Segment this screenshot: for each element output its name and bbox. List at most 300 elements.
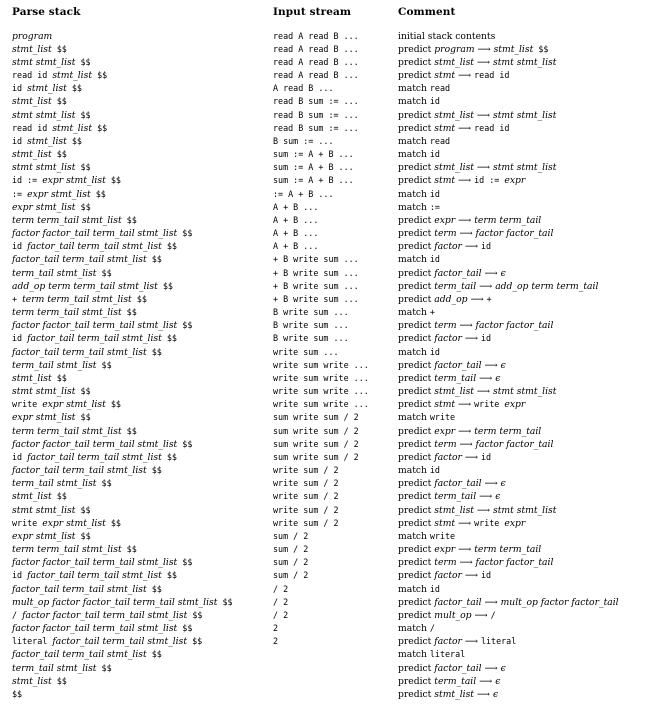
- comment-cell-segment: predict: [398, 70, 435, 81]
- table-row: [0, 359, 659, 372]
- comment-cell-segment: ⟶: [474, 504, 494, 516]
- parse-stack-cell-segment: id: [12, 241, 28, 252]
- input-stream-cell: [273, 43, 359, 56]
- comment-cell-segment: predict: [398, 162, 435, 174]
- input-stream-cell-text: write sum / 2: [273, 491, 339, 502]
- comment-cell-segment: match: [398, 188, 430, 200]
- table-row: [0, 556, 659, 569]
- parse-stack-cell: [12, 622, 192, 635]
- comment-cell-segment: match: [398, 649, 430, 661]
- comment-cell: [398, 148, 440, 161]
- comment-cell-segment: predict: [398, 517, 435, 529]
- comment-cell: [398, 161, 556, 174]
- input-stream-cell: [273, 280, 359, 293]
- parse-stack-cell-segment: id :=: [12, 175, 43, 186]
- comment-cell: [398, 398, 525, 411]
- comment-cell: [398, 214, 541, 227]
- parse-stack-cell-segment: factor_tail term_tail stmt_list: [12, 254, 147, 266]
- input-stream-cell: [273, 622, 278, 635]
- comment-cell-segment: mult_op: [434, 609, 472, 621]
- input-stream-cell-text: sum write sum / 2: [273, 425, 359, 436]
- input-stream-cell-text: / 2: [273, 596, 289, 607]
- input-stream-cell-text: + B write sum ...: [273, 293, 359, 304]
- parse-stack-cell: [12, 148, 67, 161]
- table-row: [0, 648, 659, 661]
- comment-cell: [398, 622, 435, 635]
- comment-cell: [398, 227, 553, 240]
- parse-stack-cell: [12, 280, 173, 293]
- comment-cell: [398, 332, 491, 345]
- parse-stack-cell-segment: stmt stmt_list: [12, 504, 76, 516]
- input-stream-cell: [273, 109, 359, 122]
- table-row: [0, 122, 659, 135]
- comment-cell-segment: term_tail: [434, 280, 477, 292]
- parse-stack-cell-segment: $$: [105, 517, 121, 528]
- input-stream-cell-text: A read B ...: [273, 83, 334, 94]
- parse-stack-cell-segment: $$: [66, 135, 82, 146]
- parse-stack-cell-segment: stmt stmt_list: [12, 56, 76, 68]
- parse-stack-cell-segment: $$: [121, 307, 137, 318]
- comment-cell-segment: ⟶: [476, 280, 496, 292]
- comment-cell-segment: factor_tail: [434, 478, 482, 490]
- input-stream-cell: [273, 148, 354, 161]
- table-row: [0, 293, 659, 306]
- input-stream-cell-text: sum write sum / 2: [273, 438, 359, 449]
- comment-cell: [398, 30, 495, 43]
- parse-stack-cell-segment: $$: [177, 320, 193, 331]
- parse-stack-cell-segment: $$: [105, 399, 121, 410]
- comment-cell-segment: factor: [434, 451, 462, 463]
- comment-cell-segment: match: [398, 530, 430, 542]
- table-row: [0, 267, 659, 280]
- comment-cell-segment: ϵ: [495, 675, 501, 687]
- table-row: [0, 174, 659, 187]
- input-stream-cell: [273, 201, 318, 214]
- comment-cell-segment: match: [398, 149, 430, 161]
- input-stream-cell-text: sum / 2: [273, 557, 309, 568]
- parse-stack-cell-segment: factor factor_tail term_tail stmt_list: [12, 228, 178, 240]
- input-stream-cell: [273, 30, 359, 43]
- parse-stack-cell-segment: factor_tail term_tail stmt_list: [27, 570, 162, 582]
- comment-cell-segment: factor factor_tail: [475, 320, 554, 332]
- table-row: [0, 662, 659, 675]
- comment-cell-segment: ⟶: [481, 267, 501, 279]
- comment-cell: [398, 530, 455, 543]
- parse-stack-cell-segment: expr stmt_list: [42, 175, 106, 187]
- parse-stack-cell-segment: $$: [75, 504, 91, 515]
- parse-stack-cell-segment: $$: [161, 241, 177, 252]
- comment-cell: [398, 662, 506, 675]
- table-row: [0, 227, 659, 240]
- comment-cell-segment: predict: [398, 596, 435, 608]
- parse-stack-cell: [12, 411, 91, 424]
- parse-stack-cell-segment: factor factor_tail term_tail stmt_list: [12, 557, 178, 569]
- comment-cell-segment: stmt: [434, 122, 456, 134]
- parse-stack-cell-segment: factor_tail term_tail stmt_list: [12, 346, 147, 358]
- parse-stack-cell-segment: stmt stmt_list: [12, 162, 76, 174]
- comment-cell: [398, 543, 541, 556]
- table-row: [0, 583, 659, 596]
- comment-cell: [398, 293, 492, 306]
- comment-cell: [398, 135, 450, 148]
- comment-cell-segment: factor factor_tail: [475, 557, 554, 569]
- parse-stack-cell: [12, 56, 91, 69]
- comment-cell-segment: predict: [398, 43, 435, 55]
- comment-cell-segment: match: [398, 412, 430, 424]
- comment-cell-segment: predict: [398, 557, 435, 569]
- table-row: [0, 253, 659, 266]
- parse-stack-cell-segment: stmt_list: [12, 491, 52, 503]
- comment-cell-segment: /: [490, 609, 496, 620]
- parse-stack-cell-segment: id: [12, 135, 28, 146]
- comment-cell: [398, 122, 509, 135]
- input-stream-cell: [273, 346, 339, 359]
- parse-stack-cell-segment: factor factor_tail term_tail stmt_list: [12, 320, 178, 332]
- parse-stack-cell-segment: factor_tail term_tail stmt_list: [12, 465, 147, 477]
- parse-stack-cell-segment: term_tail stmt_list: [12, 267, 97, 279]
- comment-cell-segment: predict: [398, 228, 435, 240]
- input-stream-cell-text: B write sum ...: [273, 333, 349, 344]
- comment-cell: [398, 385, 556, 398]
- comment-cell: [398, 188, 440, 201]
- input-stream-cell: [273, 56, 359, 69]
- comment-cell-segment: read: [429, 135, 451, 146]
- table-row: [0, 517, 659, 530]
- parse-stack-cell-segment: stmt_list: [12, 43, 52, 55]
- comment-cell-segment: ⟶: [474, 386, 494, 398]
- input-stream-cell: [273, 293, 359, 306]
- parse-stack-cell-segment: factor_tail term_tail stmt_list: [52, 636, 188, 648]
- comment-cell: [398, 596, 619, 609]
- comment-cell-segment: ϵ: [495, 491, 501, 503]
- comment-cell: [398, 372, 500, 385]
- input-stream-cell-text: write sum write ...: [273, 359, 369, 370]
- comment-cell-segment: predict: [398, 438, 435, 450]
- comment-cell-segment: factor_tail: [434, 267, 482, 279]
- parse-stack-cell-segment: stmt stmt_list: [12, 386, 76, 398]
- comment-cell-segment: predict: [398, 280, 435, 292]
- table-row: [0, 543, 659, 556]
- table-row: [0, 43, 659, 56]
- comment-cell-segment: predict: [398, 56, 435, 68]
- table-row: [0, 30, 659, 43]
- parse-stack-cell-segment: expr stmt_list: [42, 517, 106, 529]
- parse-stack-cell-segment: expr stmt_list: [42, 399, 106, 411]
- comment-cell-segment: stmt_list: [434, 109, 474, 121]
- comment-cell-segment: expr: [504, 399, 526, 411]
- comment-cell-segment: read: [429, 83, 451, 94]
- input-stream-cell-text: A + B ...: [273, 214, 319, 225]
- table-row: [0, 109, 659, 122]
- parse-stack-cell-segment: /: [12, 609, 23, 620]
- input-stream-cell: [273, 161, 354, 174]
- input-stream-cell-text: A + B ...: [273, 241, 319, 252]
- input-stream-cell: [273, 596, 288, 609]
- input-stream-cell-text: / 2: [273, 609, 289, 620]
- comment-cell-segment: ⟶: [461, 636, 481, 648]
- parse-stack-cell: [12, 109, 91, 122]
- parse-stack-cell: [12, 227, 192, 240]
- input-stream-cell: [273, 253, 359, 266]
- parse-stack-cell-segment: $$: [75, 530, 91, 541]
- comment-cell: [398, 569, 491, 582]
- input-stream-cell: [273, 332, 349, 345]
- comment-cell-segment: predict: [398, 241, 435, 253]
- parse-stack-cell: [12, 372, 67, 385]
- table-row: [0, 240, 659, 253]
- parse-stack-cell: [12, 385, 91, 398]
- parse-stack-cell: [12, 319, 192, 332]
- parse-stack-cell-segment: write: [12, 517, 43, 528]
- comment-cell-segment: write: [429, 412, 456, 423]
- comment-cell-segment: ⟶: [456, 228, 476, 240]
- input-stream-cell: [273, 425, 359, 438]
- comment-cell-segment: predict: [398, 504, 435, 516]
- table-row: [0, 135, 659, 148]
- table-row: [0, 95, 659, 108]
- input-stream-cell-text: B sum := ...: [273, 135, 334, 146]
- comment-cell-segment: id: [429, 149, 440, 160]
- comment-cell: [398, 477, 506, 490]
- table-row: [0, 56, 659, 69]
- comment-cell-segment: add_op: [434, 293, 468, 305]
- comment-cell-segment: ⟶: [461, 451, 481, 463]
- table-row: [0, 425, 659, 438]
- comment-cell-segment: predict: [398, 267, 435, 279]
- parse-stack-cell: [12, 398, 121, 411]
- parse-stack-cell-segment: $$: [217, 596, 233, 607]
- parse-stack-cell: [12, 438, 192, 451]
- comment-cell-segment: factor: [434, 333, 462, 345]
- comment-cell-segment: ⟶: [455, 70, 475, 81]
- comment-cell-segment: stmt: [434, 175, 456, 187]
- input-stream-cell-text: + B write sum ...: [273, 280, 359, 291]
- comment-cell-segment: ⟶: [474, 109, 494, 121]
- parse-stack-cell: [12, 556, 192, 569]
- comment-cell-segment: term term_tail: [474, 214, 542, 226]
- parse-stack-cell-segment: $$: [121, 544, 137, 555]
- table-row: [0, 148, 659, 161]
- parse-stack-cell-segment: $$: [96, 359, 112, 370]
- comment-cell-segment: ϵ: [500, 662, 506, 674]
- comment-cell-segment: id: [480, 333, 492, 344]
- comment-cell-segment: predict: [398, 451, 435, 463]
- input-stream-cell-text: sum write sum / 2: [273, 451, 359, 462]
- parse-stack-cell: [12, 688, 22, 701]
- parse-stack-cell-segment: factor_tail term_tail stmt_list: [12, 583, 147, 595]
- comment-cell-segment: factor_tail: [434, 662, 482, 674]
- parse-stack-cell-segment: factor factor_tail term_tail stmt_list: [12, 438, 178, 450]
- parse-stack-cell-segment: stmt_list: [12, 675, 52, 687]
- parse-stack-cell-segment: $$: [51, 491, 67, 502]
- parse-stack-cell-segment: expr stmt_list: [12, 201, 76, 213]
- input-stream-cell-text: B write sum ...: [273, 320, 349, 331]
- parse-stack-cell: [12, 675, 67, 688]
- comment-cell: [398, 504, 556, 517]
- comment-cell-segment: ⟶: [481, 478, 501, 490]
- comment-cell-segment: ⟶: [455, 544, 475, 556]
- table-row: [0, 569, 659, 582]
- comment-cell-segment: mult_op factor factor_tail: [500, 596, 619, 608]
- comment-cell-segment: ⟶: [467, 293, 487, 305]
- comment-cell-segment: id: [429, 254, 440, 265]
- comment-cell: [398, 359, 506, 372]
- comment-cell-segment: stmt_list: [493, 43, 534, 55]
- comment-cell: [398, 609, 496, 622]
- table-row: [0, 635, 659, 648]
- input-stream-cell: [273, 240, 318, 253]
- input-stream-cell: [273, 517, 339, 530]
- comment-cell: [398, 451, 491, 464]
- comment-cell-segment: ⟶: [461, 570, 481, 582]
- parse-stack-cell-segment: $$: [75, 201, 91, 212]
- parse-stack-cell-segment: factor factor_tail term_tail stmt_list: [12, 623, 178, 635]
- parse-stack-cell-segment: stmt_list: [52, 122, 93, 134]
- comment-cell-segment: id: [429, 346, 440, 357]
- table-row: [0, 69, 659, 82]
- input-stream-cell: [273, 583, 288, 596]
- input-stream-cell-text: sum / 2: [273, 544, 309, 555]
- parse-stack-cell-segment: $$: [96, 267, 112, 278]
- input-stream-cell: [273, 543, 308, 556]
- comment-cell-segment: ⟶: [474, 43, 494, 55]
- input-stream-cell: [273, 530, 308, 543]
- parse-stack-cell-segment: $$: [75, 162, 91, 173]
- parse-stack-cell-segment: stmt_list: [52, 70, 93, 81]
- comment-cell: [398, 517, 525, 530]
- parse-stack-cell-segment: id: [12, 451, 28, 462]
- comment-cell-segment: read id: [474, 70, 510, 80]
- table-row: [0, 490, 659, 503]
- comment-cell: [398, 464, 440, 477]
- comment-cell-segment: predict: [398, 399, 435, 411]
- parse-stack-cell: [12, 530, 91, 543]
- comment-cell-segment: id :=: [474, 175, 505, 186]
- table-row: [0, 477, 659, 490]
- parse-stack-cell-segment: $$: [75, 56, 91, 67]
- comment-cell-segment: ϵ: [500, 359, 506, 371]
- parse-stack-cell-segment: stmt_list: [27, 83, 67, 95]
- input-stream-cell: [273, 635, 278, 648]
- parse-stack-cell: [12, 201, 91, 214]
- parse-stack-cell-segment: $$: [146, 465, 162, 476]
- comment-cell-segment: factor_tail: [434, 596, 482, 608]
- input-stream-cell-text: sum write sum / 2: [273, 412, 359, 423]
- comment-cell-segment: ⟶: [456, 557, 476, 569]
- comment-cell-segment: ⟶: [455, 399, 475, 411]
- parse-stack-cell-segment: $$: [92, 122, 108, 133]
- comment-cell-segment: predict: [398, 478, 435, 490]
- parse-stack-cell: [12, 451, 177, 464]
- comment-cell-segment: predict: [398, 372, 435, 384]
- comment-cell-segment: factor: [434, 636, 462, 648]
- parse-stack-cell-segment: stmt_list: [12, 149, 52, 161]
- parse-stack-cell-segment: $$: [177, 438, 193, 449]
- table-row: [0, 622, 659, 635]
- parse-stack-cell-segment: literal: [12, 636, 53, 647]
- parse-stack-cell-segment: factor_tail term_tail stmt_list: [27, 241, 162, 253]
- comment-cell: [398, 267, 506, 280]
- parse-stack-cell: [12, 596, 233, 609]
- comment-cell-segment: term_tail: [434, 491, 477, 503]
- table-row: [0, 372, 659, 385]
- input-stream-cell-text: write sum / 2: [273, 517, 339, 528]
- parse-stack-cell-segment: $$: [66, 83, 82, 94]
- comment-cell-segment: predict: [398, 359, 435, 371]
- input-stream-cell-text: write sum / 2: [273, 504, 339, 515]
- comment-cell-segment: predict: [398, 109, 435, 121]
- comment-cell-segment: stmt stmt_list: [493, 109, 557, 121]
- parse-stack-cell: [12, 95, 67, 108]
- parse-stack-cell: [12, 82, 82, 95]
- parse-stack-cell-segment: $$: [161, 333, 177, 344]
- comment-cell-segment: predict: [398, 214, 435, 226]
- parse-stack-cell-segment: $$: [187, 636, 203, 647]
- input-stream-cell: [273, 227, 318, 240]
- parse-stack-cell: [12, 161, 91, 174]
- table-row: [0, 161, 659, 174]
- parse-stack-cell: [12, 240, 177, 253]
- comment-cell-segment: ϵ: [495, 372, 501, 384]
- input-stream-cell-text: read B sum := ...: [273, 122, 359, 133]
- parse-stack-cell-segment: term term_tail stmt_list: [12, 544, 122, 556]
- input-stream-cell-text: write sum write ...: [273, 399, 369, 410]
- comment-cell-segment: ⟶: [474, 689, 494, 700]
- table-row: [0, 596, 659, 609]
- input-stream-cell-text: sum / 2: [273, 570, 309, 581]
- table-row: [0, 504, 659, 517]
- input-stream-cell: [273, 174, 354, 187]
- table-row: [0, 306, 659, 319]
- table-row: [0, 675, 659, 688]
- input-stream-cell: [273, 398, 369, 411]
- comment-cell: [398, 174, 525, 187]
- parse-stack-cell-segment: $$: [92, 70, 108, 80]
- parse-stack-cell-segment: $$: [51, 96, 67, 107]
- comment-cell-segment: ⟶: [455, 175, 475, 187]
- input-stream-cell: [273, 372, 369, 385]
- table-row: [0, 385, 659, 398]
- parse-stack-cell-segment: write: [12, 399, 43, 410]
- parse-stack-cell-segment: $$: [146, 254, 162, 265]
- parse-stack-cell-segment: $$: [121, 425, 137, 436]
- comment-cell-segment: stmt stmt_list: [493, 162, 557, 174]
- input-stream-cell: [273, 477, 339, 490]
- comment-cell-segment: /: [429, 623, 435, 634]
- comment-cell-segment: stmt_list: [434, 162, 474, 174]
- comment-cell-segment: match: [398, 83, 430, 95]
- parse-stack-cell-segment: id: [12, 83, 28, 94]
- parse-stack-cell-segment: $$: [75, 109, 91, 120]
- comment-cell-segment: match: [398, 96, 430, 108]
- parse-stack-cell-segment: expr stmt_list: [12, 412, 76, 424]
- input-stream-cell: [273, 569, 308, 582]
- comment-cell-segment: expr: [504, 517, 526, 529]
- comment-cell: [398, 688, 498, 701]
- parse-stack-cell-segment: $$: [51, 372, 67, 383]
- comment-cell-segment: stmt: [434, 517, 456, 529]
- comment-cell: [398, 82, 450, 95]
- parse-stack-cell-segment: +: [12, 293, 23, 304]
- input-stream-cell: [273, 306, 349, 319]
- input-stream-cell-text: 2: [273, 623, 279, 634]
- comment-cell-segment: predict: [398, 175, 435, 187]
- comment-cell-segment: stmt_list: [434, 689, 474, 700]
- comment-cell: [398, 253, 440, 266]
- table-row: [0, 188, 659, 201]
- comment-cell-segment: ⟶: [456, 320, 476, 332]
- comment-cell: [398, 346, 440, 359]
